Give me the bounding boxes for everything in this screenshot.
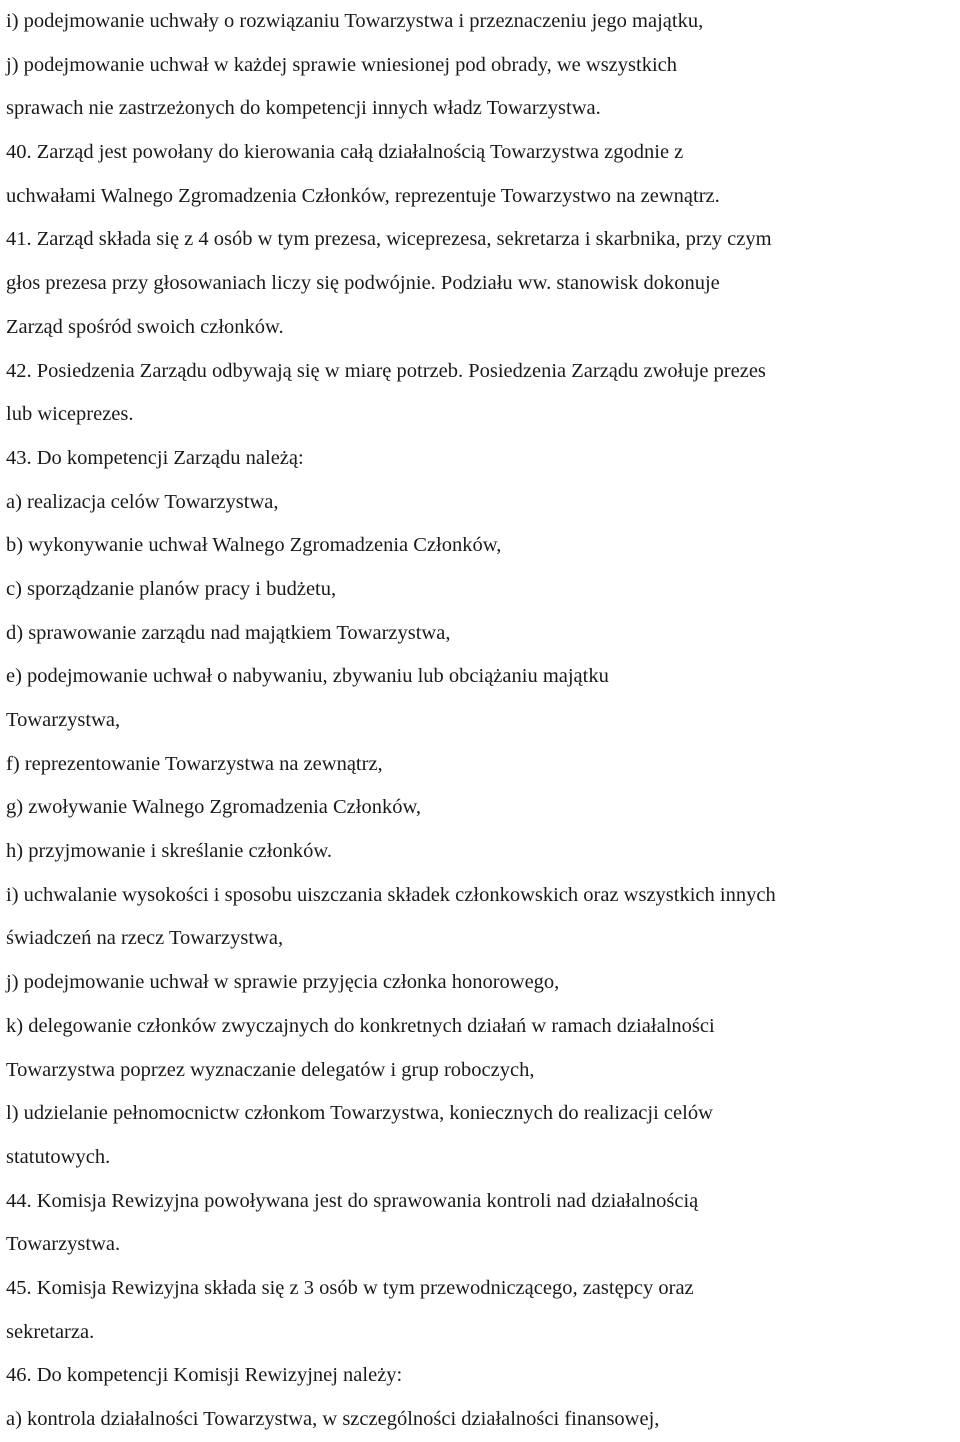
text-line: h) przyjmowanie i skreślanie członków.: [6, 840, 332, 863]
text-line: a) realizacja celów Towarzystwa,: [6, 490, 279, 513]
text-line: 45. Komisja Rewizyjna składa się z 3 osób w tym przewodniczącego, zastępcy oraz: [6, 1276, 694, 1299]
text-line: głos prezesa przy głosowaniach liczy się podwójnie. Podziału ww. stanowisk dokonuje: [6, 272, 720, 295]
text-line: i) podejmowanie uchwały o rozwiązaniu Towarzystwa i przeznaczeniu jego majątku,: [6, 10, 704, 32]
text-line: b) wykonywanie uchwał Walnego Zgromadzenia Członków,: [6, 534, 502, 557]
text-line: świadczeń na rzecz Towarzystwa,: [6, 927, 284, 950]
document-page: [6, 0, 960, 1442]
text-line: f) reprezentowanie Towarzystwa na zewnątrz,: [6, 752, 383, 775]
text-line: c) sporządzanie planów pracy i budżetu,: [6, 577, 337, 600]
text-line: 43. Do kompetencji Zarządu należą:: [6, 446, 304, 469]
text-line: 42. Posiedzenia Zarządu odbywają się w miarę potrzeb. Posiedzenia Zarządu zwołuje prezes: [6, 359, 766, 382]
text-line: j) podejmowanie uchwał w każdej sprawie wniesionej pod obrady, we wszystkich: [6, 53, 677, 76]
text-line: 44. Komisja Rewizyjna powoływana jest do sprawowania kontroli nad działalnością: [6, 1189, 699, 1212]
text-line: Towarzystwa.: [6, 1233, 121, 1256]
text-line: g) zwoływanie Walnego Zgromadzenia Członków,: [6, 796, 422, 819]
text-line: sekretarza.: [6, 1320, 95, 1343]
text-line: d) sprawowanie zarządu nad majątkiem Towarzystwa,: [6, 621, 451, 644]
text-line: statutowych.: [6, 1145, 111, 1168]
text-line: sprawach nie zastrzeżonych do kompetencji innych władz Towarzystwa.: [6, 97, 601, 120]
text-line: a) kontrola działalności Towarzystwa, w szczególności działalności finansowej,: [6, 1408, 660, 1430]
text-line: j) podejmowanie uchwał w sprawie przyjęcia członka honorowego,: [6, 971, 560, 994]
text-line: Towarzystwa,: [6, 709, 121, 731]
text-line: 41. Zarząd składa się z 4 osób w tym prezesa, wiceprezesa, sekretarza i skarbnika, przy czym: [6, 228, 772, 251]
text-line: 40. Zarząd jest powołany do kierowania całą działalnością Towarzystwa zgodnie z: [6, 141, 684, 164]
text-line: Towarzystwa poprzez wyznaczanie delegatów i grup roboczych,: [6, 1058, 535, 1081]
text-line: Zarząd spośród swoich członków.: [6, 315, 284, 338]
text-line: uchwałami Walnego Zgromadzenia Członków, reprezentuje Towarzystwo na zewnątrz.: [6, 184, 720, 207]
text-line: l) udzielanie pełnomocnictw członkom Towarzystwa, koniecznych do realizacji celów: [6, 1102, 713, 1125]
text-line: k) delegowanie członków zwyczajnych do konkretnych działań w ramach działalności: [6, 1014, 715, 1037]
text-line: e) podejmowanie uchwał o nabywaniu, zbywaniu lub obciążaniu majątku: [6, 665, 609, 688]
text-line: i) uchwalanie wysokości i sposobu uiszczania składek członkowskich oraz wszystkich innych: [6, 883, 776, 906]
text-line: lub wiceprezes.: [6, 403, 134, 426]
text-line: 46. Do kompetencji Komisji Rewizyjnej należy:: [6, 1364, 403, 1387]
